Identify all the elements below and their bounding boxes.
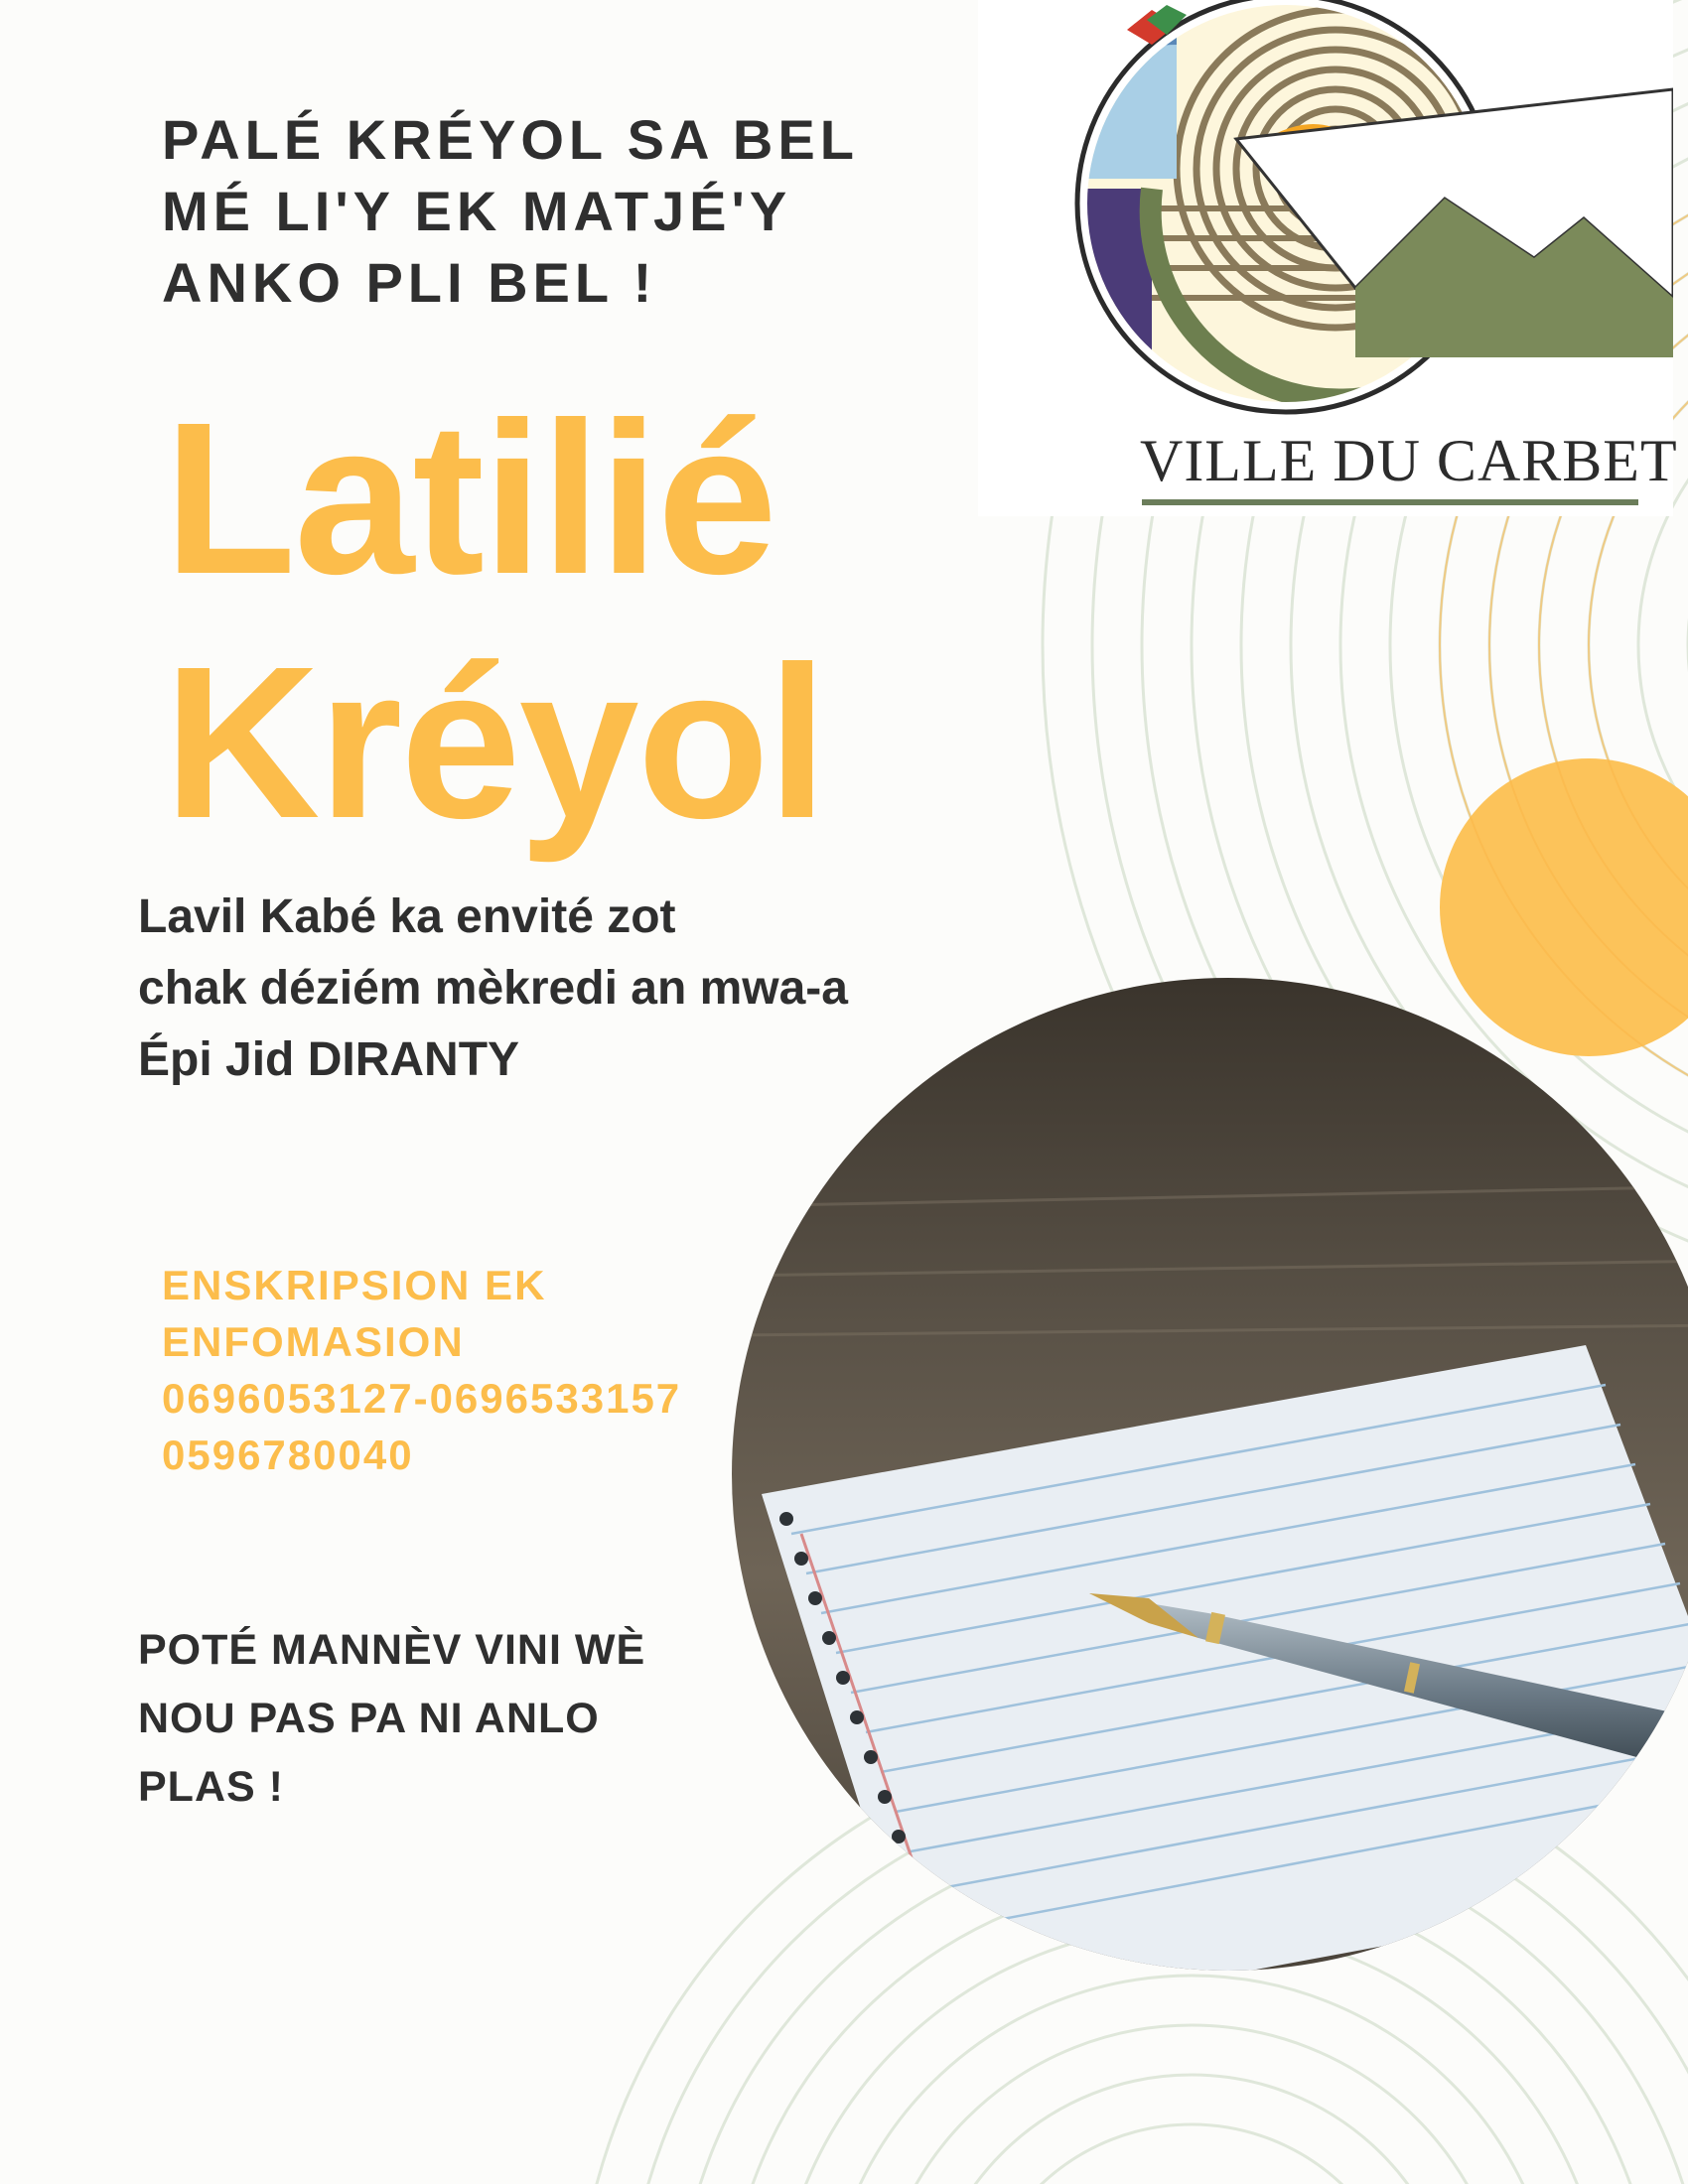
tagline-line: ANKO PLI BEL ! (162, 251, 657, 314)
phone-number: 0596780040 (162, 1432, 414, 1478)
title-line: Latilié (164, 378, 775, 619)
closing-line: NOU PAS PA NI ANLO (138, 1695, 600, 1742)
closing-line: PLAS ! (138, 1763, 284, 1811)
notebook-pen-photo (732, 978, 1688, 1971)
invitation-line: Lavil Kabé ka envité zot (138, 890, 676, 943)
invitation-line: Épi Jid DIRANTY (138, 1033, 520, 1086)
tagline-line: MÉ LI'Y EK MATJÉ'Y (162, 180, 792, 242)
logo-text: VILLE DU CARBET (1140, 428, 1678, 493)
closing-text (138, 1616, 774, 1822)
tagline-line: PALÉ KRÉYOL SA BEL (162, 108, 859, 171)
invitation-line: chak déziém mèkredi an mwa-a (138, 962, 848, 1015)
contact-info (162, 1257, 777, 1483)
page-title (164, 377, 1057, 866)
closing-line: POTÉ MANNÈV VINI WÈ (138, 1626, 646, 1674)
contact-line: ENSKRIPSION EK (162, 1262, 547, 1308)
phone-numbers: 0696053127-0696533157 (162, 1375, 682, 1422)
title-line: Kréyol (164, 622, 826, 864)
tagline (162, 104, 956, 319)
logo-underline (1142, 499, 1638, 505)
contact-line: ENFOMASION (162, 1318, 465, 1365)
